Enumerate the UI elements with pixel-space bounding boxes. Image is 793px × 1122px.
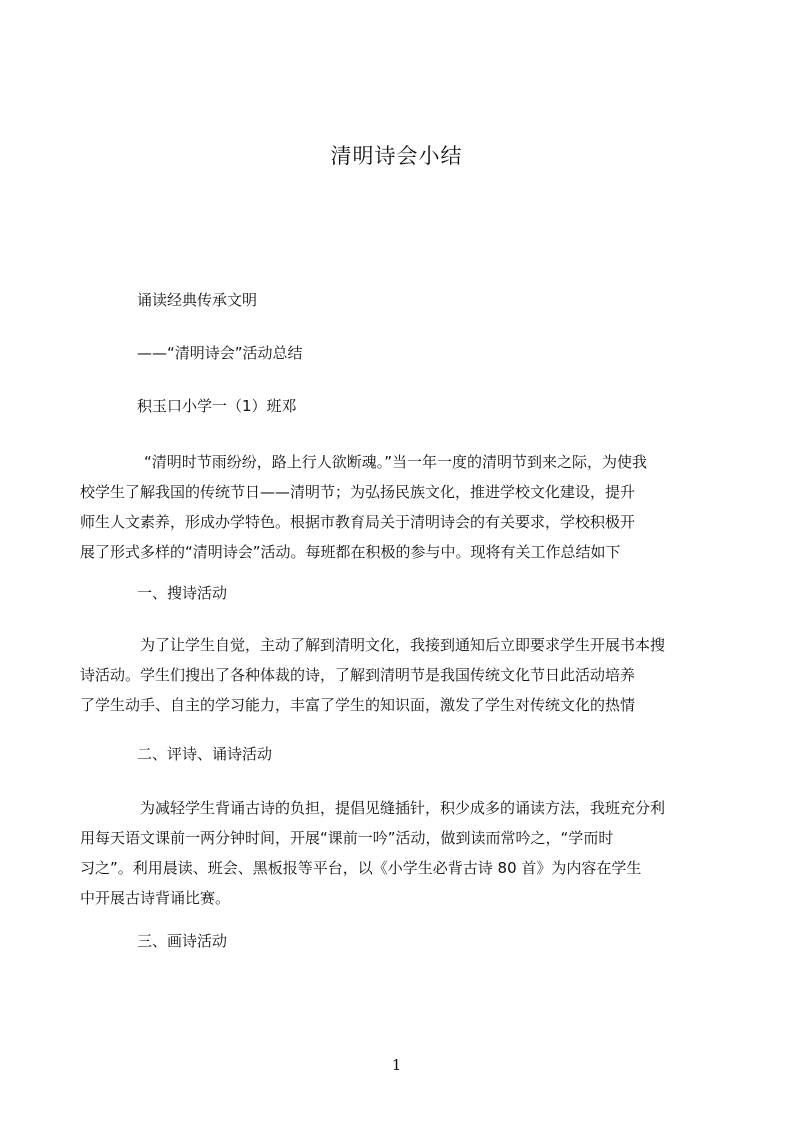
section2-paragraph bbox=[80, 793, 708, 913]
intro-paragraph bbox=[80, 447, 708, 567]
intro-line: “清明时节雨纷纷，路上行人欲断魂。”当一年一度的清明节到来之际，为使我 bbox=[144, 453, 648, 471]
intro-line: 师生人文素养，形成办学特色。根据市教育局关于清明诗会的有关要求，学校积极开 bbox=[80, 513, 636, 531]
section2-line: 中开展古诗背诵比赛。 bbox=[80, 889, 231, 907]
subtitle: 诵读经典传承文明 bbox=[137, 291, 258, 309]
author-line: 积玉口小学一（1）班邓 bbox=[137, 397, 297, 415]
section1-paragraph bbox=[80, 630, 708, 720]
section1-line: 为了让学生自觉，主动了解到清明文化，我接到通知后立即要求学生开展书本搜 bbox=[140, 636, 666, 654]
document-title: 清明诗会小结 bbox=[330, 144, 463, 168]
intro-line: 展了形式多样的“清明诗会”活动。每班都在积极的参与中。现将有关工作总结如下 bbox=[80, 543, 621, 561]
section1-line: 了学生动手、自主的学习能力，丰富了学生的知识面，激发了学生对传统文化的热情 bbox=[80, 696, 636, 714]
section1-line: 诗活动。学生们搜出了各种体裁的诗，了解到清明节是我国传统文化节日此活动培养 bbox=[80, 666, 636, 684]
section2-line: 习之”。利用晨读、班会、黑板报等平台，以《小学生必背古诗 80 首》为内容在学生 bbox=[80, 859, 642, 877]
section-heading-review-recite: 二、评诗、诵诗活动 bbox=[137, 745, 273, 763]
section-heading-search-poems: 一、搜诗活动 bbox=[137, 584, 228, 602]
section2-line: 用每天语文课前一两分钟时间，开展“课前一吟”活动，做到读而常吟之，“学而时 bbox=[80, 829, 614, 847]
section-heading-draw-poems: 三、画诗活动 bbox=[137, 932, 228, 950]
intro-line: 校学生了解我国的传统节日——清明节；为弘扬民族文化，推进学校文化建设，提升 bbox=[80, 483, 636, 501]
subtitle-activity-summary: ——“清明诗会”活动总结 bbox=[137, 344, 303, 362]
section2-line: 为减轻学生背诵古诗的负担，提倡见缝插针，积少成多的诵读方法，我班充分利 bbox=[140, 799, 666, 817]
page-number: 1 bbox=[391, 1056, 402, 1074]
